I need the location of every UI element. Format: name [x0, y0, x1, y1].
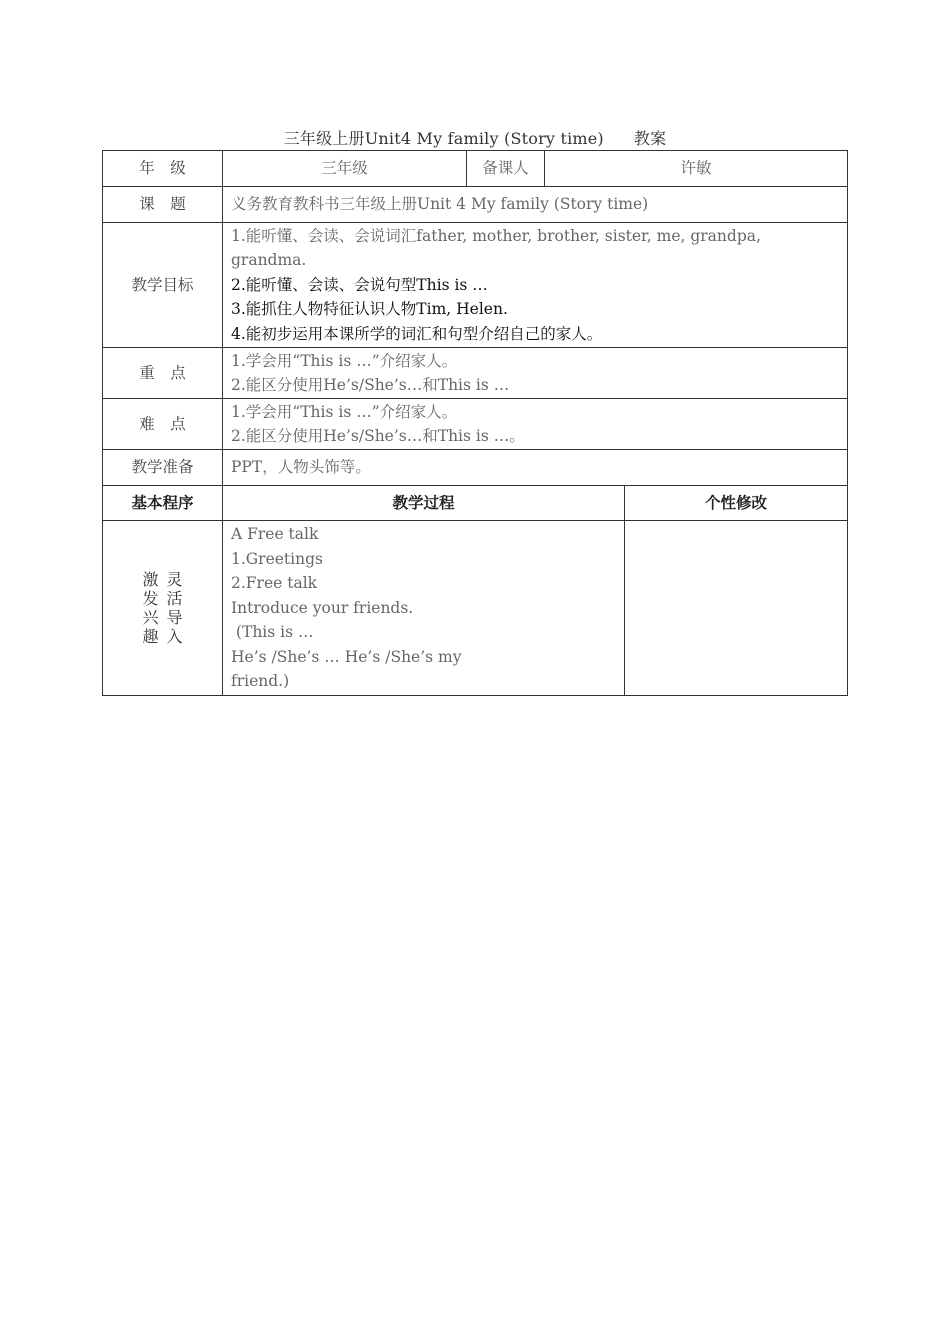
- row-key-points: [103, 348, 848, 399]
- preparation-label: 教学准备: [103, 450, 223, 486]
- difficult-point-1: 1.学会用“This is …”介绍家人。: [231, 402, 458, 421]
- goal-1: 1.能听懂、会读、会说词汇father, mother, brother, sister, me, grandpa, grandma.: [231, 226, 761, 270]
- row-preparation: [103, 450, 848, 486]
- document-title: [0, 126, 950, 149]
- process-line: (This is …: [231, 623, 314, 642]
- key-points-label: 重 点: [103, 348, 223, 399]
- difficult-points-content: [223, 399, 848, 450]
- header-process: 教学过程: [223, 486, 625, 521]
- process-line: He’s /She’s … He’s /She’s my: [231, 647, 462, 666]
- process-line: friend.): [231, 672, 290, 691]
- step-label-col-right: 灵 活 导 入: [166, 570, 183, 646]
- step-process-content: [223, 521, 625, 696]
- preparer-label: 备课人: [467, 151, 545, 187]
- goal-4: 4.能初步运用本课所学的词汇和句型介绍自己的家人。: [231, 324, 603, 343]
- process-line: 1.Greetings: [231, 549, 323, 568]
- step-label: [103, 521, 223, 696]
- header-procedure: 基本程序: [103, 486, 223, 521]
- title-suffix: 教案: [633, 129, 667, 148]
- process-line: A Free talk: [231, 525, 319, 544]
- step-row-warmup: [103, 521, 848, 696]
- goals-label: 教学目标: [103, 223, 223, 348]
- section-header-row: [103, 486, 848, 521]
- header-personal: 个性修改: [625, 486, 848, 521]
- process-line: 2.Free talk: [231, 574, 318, 593]
- key-point-1: 1.学会用“This is …”介绍家人。: [231, 351, 458, 370]
- step-label-col-left: 激 发 兴 趣: [142, 570, 159, 646]
- topic-label: 课 题: [103, 187, 223, 223]
- key-point-2: 2.能区分使用He’s/She’s…和This is …: [231, 376, 510, 394]
- process-line: Introduce your friends.: [231, 598, 414, 617]
- preparation-value: PPT，人物头饰等。: [223, 450, 848, 486]
- goal-3: 3.能抓住人物特征认识人物Tim, Helen.: [231, 300, 508, 319]
- row-difficult-points: [103, 399, 848, 450]
- preparer-value: 许敏: [545, 151, 848, 187]
- grade-value: 三年级: [223, 151, 467, 187]
- topic-value: 义务教育教科书三年级上册Unit 4 My family (Story time): [223, 187, 848, 223]
- row-grade: [103, 151, 848, 187]
- difficult-point-2: 2.能区分使用He’s/She’s…和This is …。: [231, 427, 525, 445]
- key-points-content: [223, 348, 848, 399]
- row-topic: [103, 187, 848, 223]
- title-main: 三年级上册Unit4 My family (Story time): [283, 129, 604, 148]
- goal-2: 2.能听懂、会读、会说句型This is …: [231, 275, 488, 294]
- difficult-points-label: 难 点: [103, 399, 223, 450]
- row-goals: [103, 223, 848, 348]
- grade-label: 年 级: [103, 151, 223, 187]
- goals-content: [223, 223, 848, 348]
- lesson-plan-table: [102, 150, 848, 696]
- step-personal-notes: [625, 521, 848, 696]
